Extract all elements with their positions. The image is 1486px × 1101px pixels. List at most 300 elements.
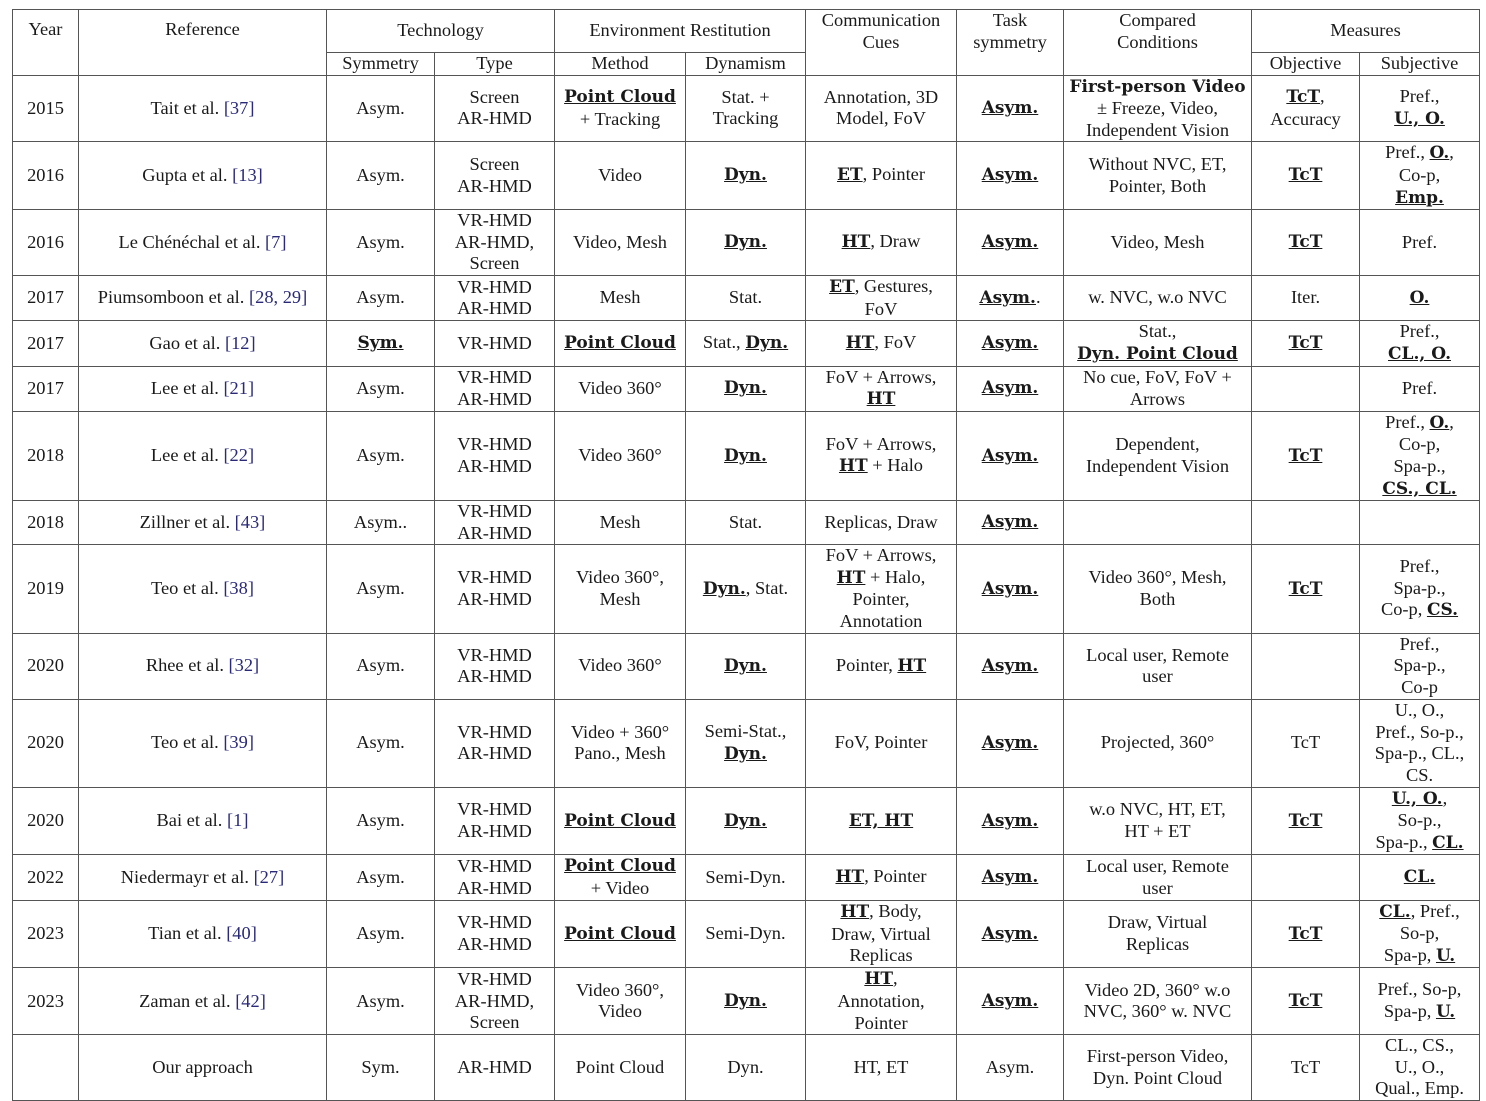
cell-task: [957, 787, 1064, 855]
rows.9.subjective-line: [1362, 655, 1477, 677]
rows.10.subjective-line: [1362, 700, 1477, 722]
rows.3.cues-line: [808, 299, 954, 321]
rows.10.cues-line: [808, 732, 954, 754]
cell-compared: [1064, 276, 1252, 321]
header-year: Year: [13, 10, 79, 76]
rows.3.dynamism-text: Stat.: [728, 287, 763, 308]
cell-method: [555, 633, 686, 699]
cell-dynamism: [686, 787, 806, 855]
rows.14.subjective-text: Pref., So-p,: [1377, 979, 1462, 1000]
citation-link[interactable]: [13]: [232, 164, 263, 185]
rows.8.cues-text: Annotation: [839, 611, 923, 632]
cell-year: 2023: [13, 900, 79, 968]
rows.4.objective-line: [1254, 332, 1357, 355]
rows.15.type-text: AR-HMD: [457, 1056, 532, 1077]
citation-link[interactable]: [43]: [234, 511, 266, 532]
rows.6.task-text: Asym.: [981, 445, 1039, 466]
rows.4.subjective-text: CL., O.: [1388, 343, 1451, 364]
rows.9.subjective-line: [1362, 634, 1477, 656]
cell-year: 2020: [13, 787, 79, 855]
rows.14.subjective-text: U.: [1435, 1001, 1456, 1022]
cell-symmetry: [327, 366, 435, 411]
rows.4.type-text: VR-HMD: [457, 332, 532, 353]
rows.7.method-text: Mesh: [599, 511, 641, 532]
cell-year: 2017: [13, 276, 79, 321]
rows.1.task-text: Asym.: [981, 165, 1039, 186]
cell-reference: [79, 501, 327, 545]
cell-dynamism: [686, 855, 806, 900]
rows.4.task-line: [959, 332, 1061, 355]
rows.15.symmetry-line: [329, 1057, 432, 1079]
rows.4.cues-text: , FoV: [874, 332, 917, 353]
rows.6.compared-text: Independent Vision: [1085, 455, 1230, 476]
rows.0.type-text: Screen: [469, 86, 520, 107]
rows.14.type-text: AR-HMD,: [454, 990, 535, 1011]
rows.9.subjective-text: Spa-p.,: [1393, 655, 1446, 676]
rows.7.type-line: [437, 501, 552, 523]
rows.9.dynamism-line: [688, 655, 803, 678]
cell-subjective: [1360, 633, 1480, 699]
rows.14.type-text: Screen: [469, 1012, 520, 1033]
rows.5.cues-line: [808, 388, 954, 411]
rows.15.dynamism-line: [688, 1057, 803, 1079]
rows.6.method-text: Video 360°: [578, 445, 662, 466]
rows.9.cues-line: [808, 655, 954, 678]
cell-subjective: [1360, 276, 1480, 321]
rows.6.type-text: AR-HMD: [457, 455, 532, 476]
cell-type: [435, 321, 555, 366]
rows.3.method-text: Mesh: [599, 287, 641, 308]
rows.0.type-line: [437, 108, 552, 130]
cell-reference: [79, 411, 327, 500]
citation-link[interactable]: [40]: [226, 923, 257, 944]
rows.6.subjective-text: CS., CL.: [1382, 478, 1457, 499]
rows.0.cues-line: [808, 87, 954, 109]
rows.11.compared-text: w.o NVC, HT, ET,: [1089, 799, 1226, 820]
rows.3.task-line: [959, 287, 1061, 310]
rows.6.compared-text: Dependent,: [1115, 434, 1200, 455]
rows.9.method-text: Video 360°: [578, 655, 662, 676]
rows.4.method-text: Point Cloud: [564, 333, 676, 354]
rows.3.subjective-line: [1362, 287, 1477, 310]
citation-link[interactable]: [38]: [223, 578, 254, 599]
rows.1.symmetry-text: Asym.: [356, 164, 405, 185]
rows.1.cues-text: ET: [837, 165, 863, 186]
cell-reference: [79, 855, 327, 900]
rows.9.dynamism-text: Dyn.: [724, 655, 767, 676]
rows.11.compared-line: [1066, 799, 1249, 821]
rows.14.objective-text: TcT: [1288, 991, 1323, 1011]
rows.9.type-text: VR-HMD: [457, 644, 532, 665]
rows.3.compared-line: [1066, 287, 1249, 309]
rows.10.dynamism-text: Dyn.: [724, 743, 767, 764]
rows.14.cues-text: Annotation,: [837, 991, 925, 1011]
rows.12.dynamism-text: Semi-Dyn.: [705, 866, 786, 887]
rows.13.objective-line: [1254, 923, 1357, 946]
rows.1.type-line: [437, 154, 552, 176]
rows.15.objective-text: TcT: [1290, 1056, 1321, 1077]
cell-method: [555, 75, 686, 142]
rows.10.method-line: [557, 722, 683, 744]
cell-objective: [1252, 787, 1360, 855]
rows.13.subjective-text: So-p,: [1399, 923, 1440, 944]
cell-compared: [1064, 633, 1252, 699]
rows.8.dynamism-line: [688, 578, 803, 601]
rows.6.subjective-line: [1362, 412, 1477, 435]
rows.2.cues-text: HT: [841, 232, 871, 253]
cell-compared: [1064, 411, 1252, 500]
rows.15.subjective-line: [1362, 1057, 1477, 1079]
cell-reference: [79, 366, 327, 411]
rows.2.type-line: [437, 232, 552, 254]
cell-objective: [1252, 321, 1360, 366]
rows.10.objective-line: [1254, 732, 1357, 754]
cell-reference: [79, 545, 327, 633]
rows.12.cues-line: [808, 866, 954, 889]
rows.2.task-line: [959, 231, 1061, 254]
rows.1.cues-line: [808, 164, 954, 187]
rows.10.dynamism-line: [688, 743, 803, 766]
rows.5.compared-line: [1066, 367, 1249, 389]
table-row: [13, 321, 1480, 366]
rows.11.compared-text: HT + ET: [1124, 821, 1191, 842]
rows.9.symmetry-text: Asym.: [356, 655, 405, 676]
rows.14.symmetry-text: Asym.: [356, 990, 405, 1011]
rows.6.cues-text: + Halo: [867, 455, 924, 476]
rows.10.compared-text: Projected, 360°: [1100, 732, 1215, 753]
cell-year: 2020: [13, 699, 79, 787]
rows.8.symmetry-line: [329, 578, 432, 600]
cell-subjective: [1360, 321, 1480, 366]
rows.10.objective-text: TcT: [1290, 732, 1321, 753]
rows.14.cues-line: [808, 1013, 954, 1035]
cell-method: [555, 855, 686, 900]
rows.0.objective-text: TcT: [1286, 87, 1321, 108]
rows.11.subjective-text: CL.: [1432, 832, 1464, 853]
rows.0.objective-text: ,: [1320, 86, 1325, 107]
citation-link[interactable]: [22]: [223, 445, 255, 466]
rows.12.method-line: [557, 855, 683, 878]
rows.0.cues-line: [808, 108, 954, 130]
rows.0.method-text: Point Cloud: [564, 87, 676, 108]
rows.11.symmetry-text: Asym.: [356, 810, 405, 831]
rows.7.type-text: AR-HMD: [457, 522, 532, 543]
rows.12.task-text: Asym.: [981, 867, 1039, 888]
citation-link[interactable]: [1]: [227, 810, 249, 831]
rows.5.task-text: Asym.: [981, 378, 1039, 399]
cell-method: [555, 411, 686, 500]
rows.0.type-line: [437, 87, 552, 109]
rows.13.dynamism-line: [688, 923, 803, 945]
cell-method: [555, 142, 686, 210]
rows.14.type-line: [437, 969, 552, 991]
rows.13.subjective-text: , Pref.,: [1410, 900, 1460, 921]
rows.0.compared-text: ± Freeze, Video,: [1097, 98, 1218, 119]
rows.6.subjective-text: Pref.,: [1385, 411, 1430, 432]
header-type: Type: [435, 53, 555, 76]
rows.13.symmetry-line: [329, 923, 432, 945]
rows.2.subjective-text: Pref.: [1401, 231, 1438, 252]
rows.11.dynamism-text: Dyn.: [724, 810, 767, 831]
rows.9.task-line: [959, 655, 1061, 678]
rows.15.symmetry-text: Sym.: [361, 1056, 400, 1077]
rows.5.dynamism-line: [688, 377, 803, 400]
cell-reference: [79, 321, 327, 366]
rows.2.type-text: Screen: [469, 253, 520, 274]
cell-symmetry: [327, 75, 435, 142]
table-row: [13, 968, 1480, 1035]
cell-cues: [806, 968, 957, 1035]
rows.11.type-text: AR-HMD: [457, 821, 532, 842]
rows.14.cues-text: HT: [864, 969, 894, 990]
cell-compared: [1064, 321, 1252, 366]
cell-symmetry: [327, 142, 435, 210]
rows.1.method-text: Video: [598, 164, 642, 185]
rows.12.method-text: Point Cloud: [564, 856, 676, 877]
rows.4.subjective-line: [1362, 321, 1477, 343]
rows.5.method-text: Video 360°: [578, 377, 662, 398]
rows.5.cues-text: FoV + Arrows,: [825, 366, 937, 387]
rows.13.type-text: AR-HMD: [457, 934, 532, 955]
cell-reference: [79, 900, 327, 968]
rows.9.subjective-text: Pref.,: [1399, 633, 1440, 654]
rows.1.compared-text: Without NVC, ET,: [1088, 154, 1227, 175]
rows.6.cues-line: [808, 434, 954, 456]
citation-link[interactable]: [39]: [223, 732, 254, 753]
cell-compared: [1064, 75, 1252, 142]
header-task-symmetry: [957, 10, 1064, 76]
rows.7.type-text: VR-HMD: [457, 501, 532, 522]
rows.4.compared-text: Stat.,: [1138, 321, 1177, 342]
rows.11.method-text: Point Cloud: [564, 810, 676, 831]
cell-year: 2017: [13, 366, 79, 411]
citation-link[interactable]: [37]: [223, 97, 255, 118]
rows.1.compared-line: [1066, 154, 1249, 176]
cell-task: [957, 321, 1064, 366]
cell-objective: [1252, 633, 1360, 699]
reference-author: Gao et al.: [149, 332, 221, 353]
rows.8.compared-line: [1066, 589, 1249, 611]
rows.9.subjective-text: Co-p: [1401, 676, 1438, 697]
reference-author: Niedermayr et al.: [120, 866, 249, 887]
rows.10.method-line: [557, 743, 683, 765]
rows.3.method-line: [557, 287, 683, 309]
rows.3.symmetry-line: [329, 287, 432, 309]
rows.14.method-line: [557, 1001, 683, 1023]
rows.11.cues-line: [808, 810, 954, 833]
cell-objective: [1252, 1035, 1360, 1101]
citation-link[interactable]: [28, 29]: [249, 287, 308, 308]
rows.14.task-text: Asym.: [981, 991, 1039, 1011]
rows.11.method-line: [557, 810, 683, 833]
cell-compared: [1064, 210, 1252, 276]
rows.3.cues-text: FoV: [864, 298, 898, 319]
rows.6.method-line: [557, 445, 683, 467]
rows.7.task-line: [959, 511, 1061, 534]
rows.1.type-text: AR-HMD: [457, 175, 532, 196]
rows.0.dynamism-line: [688, 87, 803, 109]
cell-cues: [806, 411, 957, 500]
rows.14.type-text: VR-HMD: [457, 968, 532, 989]
rows.3.type-line: [437, 298, 552, 320]
cell-year: 2017: [13, 321, 79, 366]
header-method: Method: [555, 53, 686, 76]
cell-cues: [806, 787, 957, 855]
rows.6.task-line: [959, 445, 1061, 468]
rows.1.objective-text: TcT: [1288, 165, 1323, 186]
cell-compared: [1064, 1035, 1252, 1101]
rows.0.dynamism-line: [688, 108, 803, 130]
citation-link[interactable]: [21]: [223, 377, 255, 398]
rows.1.subjective-line: [1362, 142, 1477, 165]
rows.6.cues-text: FoV + Arrows,: [825, 433, 937, 454]
rows.3.cues-text: , Gestures,: [854, 276, 933, 297]
cell-task: [957, 276, 1064, 321]
rows.11.objective-text: TcT: [1288, 810, 1323, 831]
cell-method: [555, 545, 686, 633]
rows.9.cues-text: HT: [897, 655, 927, 676]
citation-link[interactable]: [32]: [228, 655, 260, 676]
rows.11.type-text: VR-HMD: [457, 799, 532, 820]
rows.11.subjective-text: Spa-p.,: [1375, 831, 1433, 852]
cell-type: [435, 633, 555, 699]
rows.15.compared-line: [1066, 1068, 1249, 1090]
rows.12.task-line: [959, 866, 1061, 889]
rows.7.cues-line: [808, 512, 954, 534]
cell-year: 2022: [13, 855, 79, 900]
cell-reference: [79, 75, 327, 142]
cell-dynamism: [686, 1035, 806, 1101]
rows.6.subjective-text: O.: [1429, 412, 1450, 433]
rows.13.compared-text: Replicas: [1125, 934, 1190, 955]
rows.4.dynamism-text: Stat.,: [702, 332, 746, 353]
rows.13.subjective-line: [1362, 901, 1477, 924]
rows.14.dynamism-text: Dyn.: [724, 991, 767, 1011]
rows.0.objective-line: [1254, 109, 1357, 131]
rows.15.subjective-text: CL., CS.,: [1385, 1035, 1454, 1056]
cell-cues: [806, 501, 957, 545]
rows.14.cues-line: [808, 968, 954, 991]
rows.15.subjective-text: U., O.,: [1394, 1056, 1445, 1077]
table-row: [13, 900, 1480, 968]
citation-link[interactable]: [27]: [253, 866, 285, 887]
rows.13.objective-text: TcT: [1288, 923, 1323, 944]
cell-compared: [1064, 501, 1252, 545]
cell-dynamism: [686, 699, 806, 787]
rows.0.cues-text: Model, FoV: [836, 108, 926, 129]
rows.10.dynamism-line: [688, 721, 803, 743]
rows.7.type-line: [437, 523, 552, 545]
cell-method: [555, 210, 686, 276]
rows.10.method-text: Video + 360°: [570, 721, 670, 742]
cell-symmetry: [327, 900, 435, 968]
cell-year: 2020: [13, 633, 79, 699]
cell-subjective: [1360, 545, 1480, 633]
rows.11.objective-line: [1254, 810, 1357, 833]
rows.13.cues-text: Draw, Virtual: [831, 923, 931, 944]
rows.8.cues-line: [808, 589, 954, 611]
cell-dynamism: [686, 75, 806, 142]
rows.2.type-line: [437, 253, 552, 275]
cell-type: [435, 900, 555, 968]
cell-year: 2016: [13, 142, 79, 210]
cell-symmetry: [327, 968, 435, 1035]
rows.9.method-line: [557, 655, 683, 677]
cell-reference: [79, 276, 327, 321]
rows.14.subjective-line: [1362, 1001, 1477, 1024]
rows.1.compared-text: Pointer, Both: [1108, 175, 1207, 196]
rows.12.symmetry-line: [329, 867, 432, 889]
rows.12.type-line: [437, 878, 552, 900]
header-objective: Objective: [1252, 53, 1360, 76]
rows.5.task-line: [959, 377, 1061, 400]
rows.10.cues-text: FoV, Pointer: [834, 732, 928, 753]
cell-type: [435, 210, 555, 276]
cell-type: [435, 545, 555, 633]
rows.2.cues-line: [808, 231, 954, 254]
reference-author: Zillner et al.: [139, 511, 231, 532]
cell-method: [555, 900, 686, 968]
rows.2.task-text: Asym.: [981, 232, 1039, 253]
cell-type: [435, 75, 555, 142]
rows.5.symmetry-line: [329, 378, 432, 400]
cell-cues: [806, 366, 957, 411]
citation-link[interactable]: [7]: [265, 231, 287, 252]
cell-year: 2018: [13, 501, 79, 545]
cell-subjective: [1360, 787, 1480, 855]
rows.8.cues-line: [808, 611, 954, 633]
reference-author: Le Chénéchal et al.: [118, 231, 261, 252]
rows.6.cues-text: HT: [838, 456, 868, 477]
cell-symmetry: [327, 787, 435, 855]
rows.13.type-text: VR-HMD: [457, 912, 532, 933]
citation-link[interactable]: [12]: [224, 332, 256, 353]
cell-objective: [1252, 75, 1360, 142]
rows.6.cues-line: [808, 455, 954, 478]
rows.2.compared-line: [1066, 232, 1249, 254]
rows.8.subjective-text: Pref.,: [1399, 556, 1440, 577]
rows.4.subjective-line: [1362, 343, 1477, 366]
rows.11.subjective-line: [1362, 832, 1477, 855]
rows.1.method-line: [557, 165, 683, 187]
rows.3.compared-text: w. NVC, w.o NVC: [1088, 287, 1227, 308]
rows.10.dynamism-text: Semi-Stat.,: [704, 721, 787, 742]
cell-dynamism: [686, 633, 806, 699]
rows.15.compared-text: First-person Video,: [1086, 1046, 1229, 1067]
rows.4.subjective-text: Pref.,: [1399, 321, 1440, 342]
rows.13.subjective-text: Spa-p,: [1383, 944, 1436, 965]
reference-author: Teo et al.: [151, 578, 219, 599]
rows.13.cues-line: [808, 924, 954, 946]
rows.15.dynamism-text: Dyn.: [727, 1056, 764, 1077]
rows.9.type-text: AR-HMD: [457, 666, 532, 687]
rows.0.symmetry-text: Asym.: [356, 97, 405, 118]
rows.0.subjective-line: [1362, 108, 1477, 131]
citation-link[interactable]: [42]: [235, 990, 266, 1011]
rows.14.method-text: Video 360°,: [576, 979, 664, 1000]
rows.0.cues-text: Annotation, 3D: [823, 86, 939, 107]
cell-objective: [1252, 142, 1360, 210]
cell-type: [435, 787, 555, 855]
rows.13.task-line: [959, 923, 1061, 946]
rows.11.subjective-text: So-p.,: [1397, 810, 1442, 831]
rows.4.cues-line: [808, 332, 954, 355]
rows.8.subjective-line: [1362, 599, 1477, 622]
rows.6.subjective-text: Co-p,: [1398, 434, 1441, 455]
rows.12.subjective-line: [1362, 866, 1477, 889]
cell-dynamism: [686, 210, 806, 276]
rows.3.objective-line: [1254, 287, 1357, 309]
